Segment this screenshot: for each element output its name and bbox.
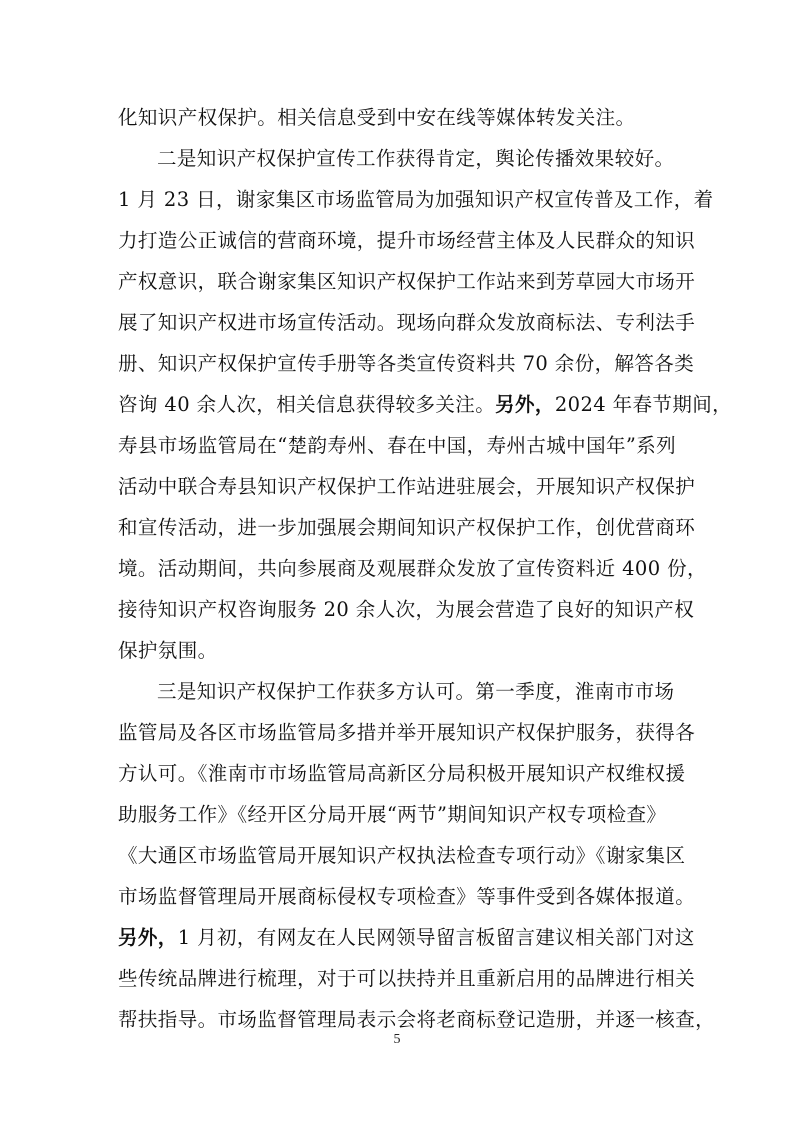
- body-text-line: 力打造公正诚信的营商环境，提升市场经营主体及人民群众的知识: [118, 229, 696, 252]
- body-text-line: 《大通区市场监管局开展知识产权执法检查专项行动》《谢家集区: [118, 844, 686, 867]
- body-text-line: 产权意识，联合谢家集区知识产权保护工作站来到芳草园大市场开: [118, 270, 696, 293]
- body-text-line: 接待知识产权咨询服务 20 余人次，为展会营造了良好的知识产权: [118, 598, 695, 621]
- body-text-line: 些传统品牌进行梳理，对于可以扶持并且重新启用的品牌进行相关: [118, 967, 696, 990]
- emphasis-text: 另外，: [495, 394, 555, 416]
- body-text-line: 方认可。《淮南市市场监管局高新区分局积极开展知识产权维权援: [118, 762, 686, 785]
- body-text-line: 保护氛围。: [118, 639, 218, 662]
- body-text-line: 和宣传活动，进一步加强展会期间知识产权保护工作，创优营商环: [118, 516, 696, 539]
- body-text-line: [118, 919, 695, 957]
- emphasis-text: 另外，: [118, 927, 178, 949]
- body-text-line: 化知识产权保护。相关信息受到中安在线等媒体转发关注。: [118, 106, 636, 129]
- body-text-line: 境。活动期间，共向参展商及观展群众发放了宣传资料近 400 份，: [118, 557, 707, 580]
- body-text-line: 活动中联合寿县知识产权保护工作站进驻展会，开展知识产权保护: [118, 475, 696, 498]
- body-text-line: 展了知识产权进市场宣传活动。现场向群众发放商标法、专利法手: [118, 311, 696, 334]
- page-number: 5: [393, 1032, 401, 1047]
- body-text-line: 市场监督管理局开展商标侵权专项检查》等事件受到各媒体报道。: [118, 885, 696, 908]
- body-text-line: 册、知识产权保护宣传手册等各类宣传资料共 70 余份，解答各类: [118, 352, 695, 375]
- body-text-line: 1 月 23 日，谢家集区市场监管局为加强知识产权宣传普及工作，着: [118, 188, 714, 211]
- body-text-line: [118, 386, 732, 424]
- body-text-line: 监管局及各区市场监管局多措并举开展知识产权保护服务，获得各: [118, 721, 696, 744]
- body-text-segment: 2024 年春节期间，: [554, 393, 733, 416]
- body-text-line: 助服务工作》《经开区分局开展“两节”期间知识产权专项检查》: [118, 803, 667, 826]
- body-text-line: 寿县市场监管局在“楚韵寿州、春在中国，寿州古城中国年”系列: [118, 434, 677, 457]
- body-text-segment: 咨询 40 余人次，相关信息获得较多关注。: [118, 393, 496, 416]
- paragraph-heading-line: 三是知识产权保护工作获多方认可。第一季度，淮南市市场: [157, 680, 675, 703]
- body-text-segment: 1 月初，有网友在人民网领导留言板留言建议相关部门对这: [177, 926, 695, 949]
- paragraph-heading-line: 二是知识产权保护宣传工作获得肯定，舆论传播效果较好。: [157, 147, 675, 170]
- body-text-line: 帮扶指导。市场监督管理局表示会将老商标登记造册，并逐一核查，: [118, 1008, 716, 1031]
